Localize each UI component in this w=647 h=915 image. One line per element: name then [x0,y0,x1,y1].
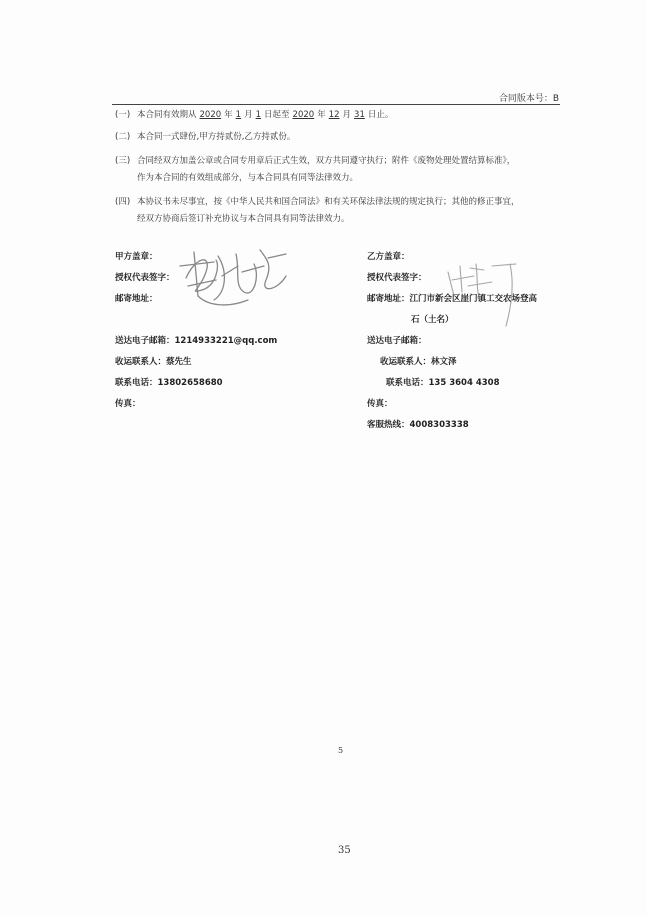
start-year: 2020 [199,110,222,120]
party-b-address-line-2: 石（土名） [411,315,454,325]
party-b-contact: 林文泽 [431,357,457,367]
party-b-signature-image [440,256,530,331]
end-year: 2020 [292,110,315,120]
clause-1-text-d: 日起至 [264,110,290,120]
clause-1 [115,107,393,124]
party-b-email-label: 送达电子邮箱： [367,336,427,346]
party-b-hotline-label: 客服热线： [367,420,410,430]
outer-page-number: 35 [338,845,351,856]
party-b-seal-label: 乙方盖章： [367,252,410,262]
party-b-address-label: 邮寄地址： [367,294,410,304]
party-a-seal-label: 甲方盖章： [115,252,158,262]
party-b-contact-row [380,355,457,367]
clause-3-line-2: 作为本合同的有效组成部分，与本合同具有同等法律效力。 [137,173,359,183]
clause-1-text-a: 本合同有效期从 [137,110,197,120]
inner-page-number: 5 [338,746,344,755]
clause-1-text-g: 日止。 [367,110,394,120]
party-a-phone-row [115,376,223,388]
header-divider [112,104,560,105]
clause-1-text-e: 年 [317,110,326,120]
party-b-rep-label: 授权代表签字： [367,273,427,283]
party-a-phone: 13802658680 [157,378,223,388]
clause-2 [115,129,295,146]
clause-1-text-b: 年 [224,110,233,120]
party-a-contact-label: 收运联系人： [115,357,167,367]
clause-3-number: (三) [115,156,131,166]
end-day: 31 [354,110,365,120]
clause-1-number: (一) [115,110,131,120]
start-month: 1 [235,110,242,120]
party-a-rep-label: 授权代表签字： [115,273,175,283]
party-a-email-label: 送达电子邮箱： [115,336,175,346]
clause-1-text-c: 月 [244,110,253,120]
clause-4-line-1: 本协议书未尽事宜，按《中华人民共和国合同法》和有关环保法律法规的规定执行；其他的修正事宜， [137,197,520,207]
party-b-hotline: 4008303338 [409,420,469,430]
clause-4-number: (四) [115,197,131,207]
party-b-phone: 135 3604 4308 [428,378,500,388]
party-b-contact-label: 收运联系人： [380,357,432,367]
clause-3 [115,153,515,187]
party-b-hotline-row [367,418,469,430]
party-a-contact: 蔡先生 [166,357,192,367]
party-a-fax-label: 传真： [115,399,141,409]
clause-2-text: 本合同一式肆份,甲方持贰份,乙方持贰份。 [137,132,296,142]
party-b-address-line-1: 江门市新会区崖门镇工交农场登高 [409,294,538,304]
clause-3-line-1: 合同经双方加盖公章或合同专用章后正式生效，双方共同遵守执行；附件《废物处理处置结算标准》， [137,156,516,166]
clause-2-number: (二) [115,132,131,142]
party-a-email-row [115,334,277,346]
party-b-phone-label: 联系电话： [386,378,429,388]
party-a-signature-image [168,236,298,316]
party-b-fax-label: 传真： [367,399,393,409]
party-a-contact-row [115,355,192,367]
party-b-phone-row [386,376,500,388]
end-month: 12 [328,110,340,120]
start-day: 1 [255,110,262,120]
party-a-phone-label: 联系电话： [115,378,158,388]
clause-4-line-2: 经双方协商后签订补充协议与本合同具有同等法律效力。 [137,214,350,224]
contract-version: 合同版本号：B [498,94,559,104]
clause-4 [115,194,520,228]
clause-1-text-f: 月 [342,110,352,120]
party-a-address-label: 邮寄地址： [115,294,158,304]
party-a-email: 1214933221@qq.com [174,336,278,346]
